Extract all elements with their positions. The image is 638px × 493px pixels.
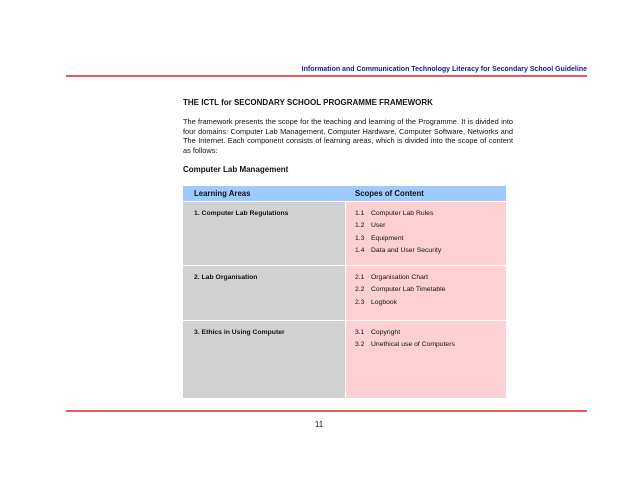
scope-text: Organisation Chart — [371, 273, 429, 281]
intro-paragraph: The framework presents the scope for the teaching and learning of the Programme. It is divided into four domains: Computer Lab Management, Computer Hardware, Computer Software, Networks and The Internet. Each component consists of learning areas, which is divided into the scope of content as follows: — [183, 117, 513, 155]
scope-item — [355, 271, 506, 284]
page-title: THE ICTL for SECONDARY SCHOOL PROGRAMME FRAMEWORK — [183, 98, 433, 107]
page-number: 11 — [314, 420, 324, 429]
scope-text: Equipment — [371, 234, 404, 242]
scope-item — [355, 339, 506, 352]
scope-text: Data and User Security — [371, 247, 442, 255]
scope-text: Unethical use of Computers — [371, 341, 455, 349]
scope-item — [355, 326, 506, 339]
learning-area-cell: 2. Lab Organisation — [183, 266, 346, 320]
scope-cell — [346, 321, 506, 398]
framework-table — [183, 186, 506, 398]
section-heading: Computer Lab Management — [183, 165, 289, 174]
header-rule — [66, 75, 587, 77]
scope-item — [355, 296, 506, 309]
scope-text: Computer Lab Timetable — [371, 286, 446, 294]
scope-item — [355, 220, 506, 233]
scope-number: 2.2 — [355, 286, 365, 294]
scope-text: Copyright — [371, 328, 401, 336]
scope-item — [355, 232, 506, 245]
table-row — [183, 202, 506, 265]
column-header-scopes-of-content: Scopes of Content — [355, 189, 424, 198]
scope-text: Computer Lab Rules — [371, 209, 434, 217]
scope-number: 1.4 — [355, 247, 365, 255]
scope-item — [355, 207, 506, 220]
scope-number: 3.2 — [355, 341, 365, 349]
scope-number: 1.2 — [355, 222, 365, 230]
scope-item — [355, 284, 506, 297]
table-row — [183, 265, 506, 320]
scope-cell — [346, 202, 506, 265]
learning-area-cell: 3. Ethics in Using Computer — [183, 321, 346, 398]
table-row — [183, 320, 506, 398]
learning-area-cell: 1. Computer Lab Regulations — [183, 202, 346, 265]
footer-rule — [66, 410, 587, 412]
column-header-learning-areas: Learning Areas — [194, 189, 251, 198]
scope-text: Logbook — [371, 298, 398, 306]
scope-text: User — [371, 222, 386, 230]
running-header: Information and Communication Technology Literacy for Secondary School Guideline — [301, 66, 587, 73]
table-header-row — [183, 186, 506, 202]
scope-number: 1.1 — [355, 209, 365, 217]
scope-number: 3.1 — [355, 328, 365, 336]
scope-number: 2.1 — [355, 273, 365, 281]
scope-number: 1.3 — [355, 234, 365, 242]
scope-cell — [346, 266, 506, 320]
scope-item — [355, 245, 506, 258]
scope-number: 2.3 — [355, 298, 365, 306]
